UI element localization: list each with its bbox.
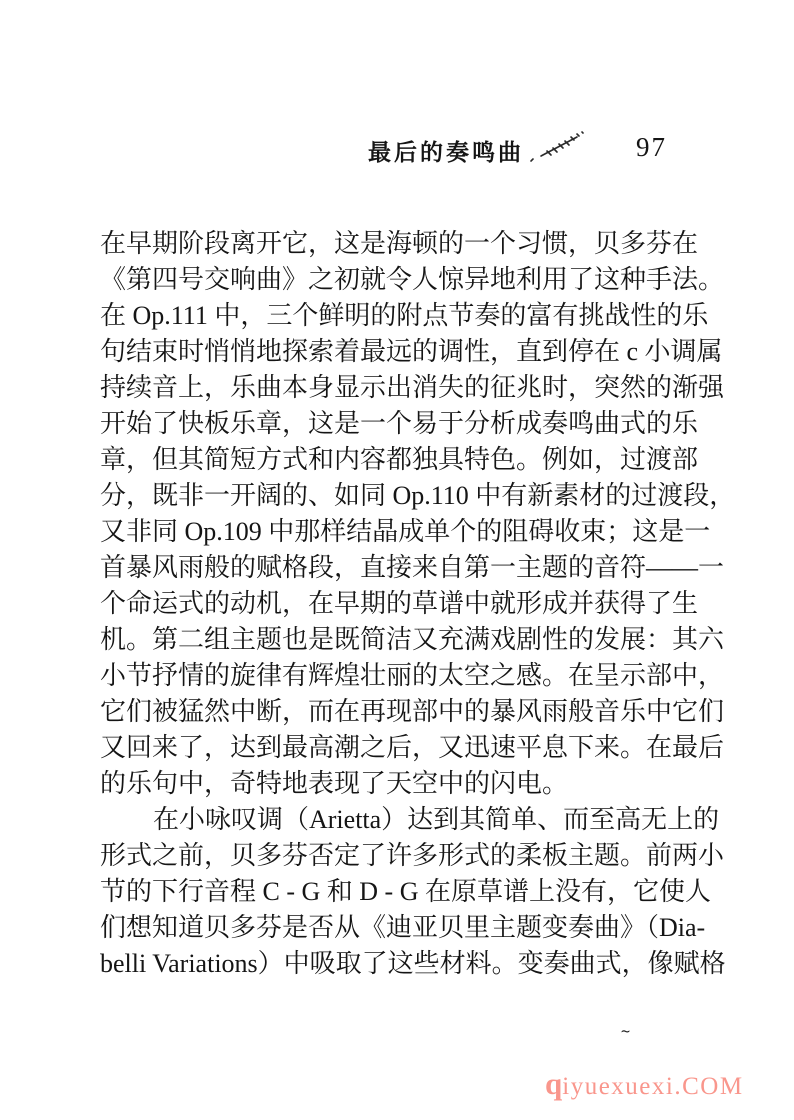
watermark: [545, 1066, 744, 1102]
text-line: 在 Op.111 中，三个鲜明的附点节奏的富有挑战性的乐: [100, 301, 709, 330]
text-line: 节的下行音程 C - G 和 D - G 在原草谱上没有，它使人: [100, 877, 711, 906]
text-line: 机。第二组主题也是既简洁又充满戏剧性的发展：其六: [100, 625, 725, 654]
text-line: 它们被猛然中断，而在再现部中的暴风雨般音乐中它们: [100, 697, 725, 726]
text-line: 首暴风雨般的赋格段，直接来自第一主题的音符——一: [100, 553, 725, 582]
text-line: 又非同 Op.109 中那样结晶成单个的阻碍收束；这是一: [100, 517, 711, 546]
text-line: belli Variations）中吸取了这些材料。变奏曲式，像赋格: [100, 949, 726, 978]
text-line: 分，既非一开阔的、如同 Op.110 中有新素材的过渡段，: [100, 481, 736, 510]
text-line: 们想知道贝多芬是否从《迪亚贝里主题变奏曲》（Dia-: [100, 913, 706, 942]
watermark-logo-q: q: [545, 1066, 563, 1101]
page-number: 97: [636, 132, 667, 162]
text-line: 又回来了，达到最高潮之后，又迅速平息下来。在最后: [100, 733, 725, 762]
body-text-column: [100, 226, 736, 982]
text-line-paragraph-end: 的乐句中，奇特地表现了天空中的闪电。: [100, 769, 569, 798]
text-line: 持续音上，乐曲本身显示出消失的征兆时，突然的渐强: [100, 373, 725, 402]
text-line: 在早期阶段离开它，这是海顿的一个习惯，贝多芬在: [100, 229, 699, 258]
text-line-paragraph-start: 在小咏叹调（Arietta）达到其简单、而至高无上的: [153, 805, 720, 834]
text-line: 开始了快板乐章，这是一个易于分析成奏鸣曲式的乐: [100, 409, 699, 438]
text-line: 形式之前，贝多芬否定了许多形式的柔板主题。前两小: [100, 841, 725, 870]
text-line: 《第四号交响曲》之初就令人惊异地利用了这种手法。: [100, 265, 725, 294]
scan-artifact: ~: [621, 1022, 631, 1040]
text-line: 小节抒情的旋律有辉煌壮丽的太空之感。在呈示部中，: [100, 661, 725, 690]
text-line: 句结束时悄悄地探索着最远的调性，直到停在 c 小调属: [100, 337, 723, 366]
watermark-text: iyuexuexi.COM: [562, 1073, 744, 1100]
running-head-title: 最后的奏鸣曲: [368, 140, 524, 165]
text-line: 章，但其简短方式和内容都独具特色。例如，过渡部: [100, 445, 699, 474]
text-line: 个命运式的动机，在早期的草谱中就形成并获得了生: [100, 589, 699, 618]
decorative-flourish-icon: [527, 128, 589, 166]
